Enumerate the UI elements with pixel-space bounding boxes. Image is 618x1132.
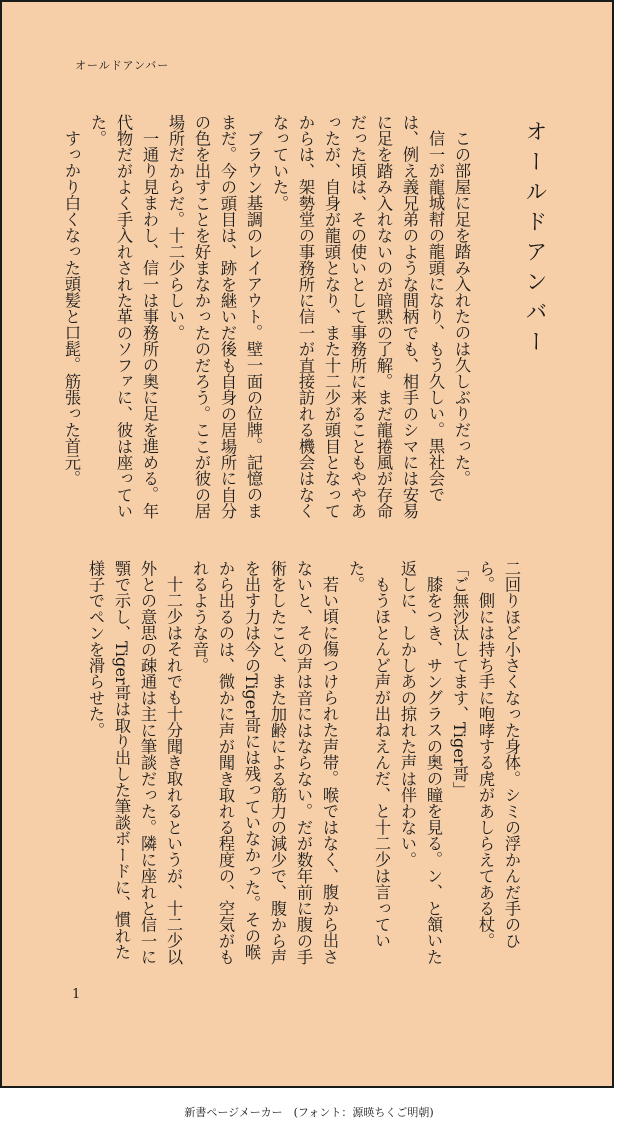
dialogue-line: 「ご無沙汰してます、Tiger哥」: [450, 560, 469, 799]
lower-text-block: [64, 560, 524, 972]
upper-text-block: [64, 114, 474, 526]
paragraph: 膝をつき、サングラスの奥の瞳を見る。ン、と頷いた返しに、しかしあの掠れた声は伴わない。: [398, 560, 443, 965]
paragraph: ブラウン基調のレイアウト。壁一面の位牌。記憶のままだ。今の頭目は、跡を継いだ後も自身の居場所に自分の色を出すことを好まなかったのだろう。ここが彼の居場所だからだ。十二少らしい。: [166, 114, 263, 519]
running-header: オールドアンバー: [75, 59, 170, 72]
paragraph: 一通り見まわし、信一は事務所の奥に足を進める。年代物だがよく手入れされた革のソファに、彼は座っていた。: [88, 114, 159, 519]
generator-credit: 新書ページメーカー (フォント：源暎ちくご明朝): [184, 1106, 434, 1119]
paragraph: この部屋に足を踏み入れたのは久しぶりだった。: [452, 130, 471, 487]
chapter-title: オールドアンバー: [522, 120, 547, 360]
paragraph: 信一が龍城幇の龍頭になり、もう久しい。黒社会では、例え義兄弟のような間柄でも、相手のシマには安易に足を踏み入れないのが暗黙の了解。まだ龍捲風が存命だった頃は、その使いとして事務所に来ることもややあったが、自身が龍頭となり、また十二少が頭目となってからは、架勢堂の事務所に信一が直接訪れる機会はなくなっていた。: [270, 114, 445, 519]
paragraph: すっかり白くなった頭髪と口髭。筋張った首元。: [62, 130, 81, 487]
paragraph: 二回りほど小さくなった身体。シミの浮かんだ手のひら。側には持ち手に咆哮する虎があしらえてある杖。: [476, 560, 521, 949]
paragraph: 若い頃に傷つけられた声帯。喉ではなく、腹から出さないと、その声は音にはならない。だが数年前に腹の手術をしたこと、また加齢による筋力の減少で、腹から声を出す力は今のTiger哥には残っていなかった。その喉から出るのは、微かに声が聞き取れる程度の、空気がもれるような音。: [190, 560, 339, 965]
page-number: 1: [72, 987, 81, 1002]
paragraph: もうほとんど声が出ねえんだ、と十二少は言っていた。: [346, 560, 391, 949]
paragraph: 十二少はそれでも十分聞き取れるというが、十二少以外との意思の疎通は主に筆談だった。隣に座れと信一に顎で示し、Tiger哥は取り出した筆談ボードに、慣れた様子でペンを滑らせた。: [86, 560, 183, 965]
